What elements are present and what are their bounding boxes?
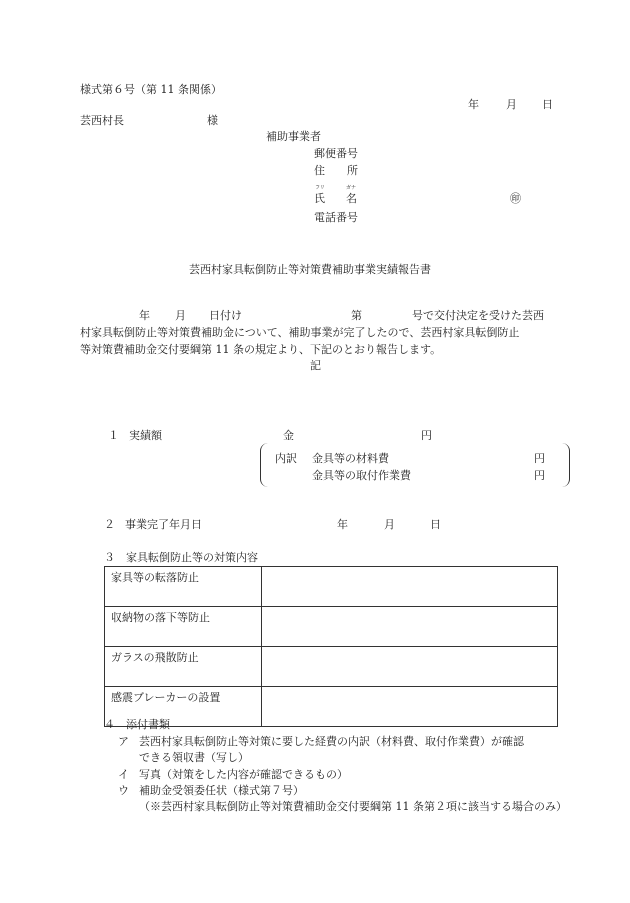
breakdown-label: 内訳 [275, 452, 297, 465]
measure-label: ガラスの飛散防止 [105, 647, 262, 687]
measure-label: 感震ブレーカーの設置 [105, 687, 262, 727]
attachment-note: （※芸西村家具転倒防止等対策費補助金交付要綱第 11 条第２項に該当する場合のみ） [139, 800, 567, 813]
table-row [105, 567, 558, 607]
seal-icon: ㊞ [510, 192, 521, 205]
breakdown-item-installation: 金具等の取付作業費 [312, 469, 411, 482]
section3-title: ３ 家具転倒防止等の対策内容 [104, 551, 258, 564]
section2-number: ２ [104, 518, 115, 531]
section2-label: 事業完了年月日 [125, 518, 202, 531]
document-title: 芸西村家具転倒防止等対策費補助事業実績報告書 [189, 263, 431, 276]
table-row [105, 687, 558, 727]
section1-number: １ [108, 429, 119, 442]
breakdown-item-materials: 金具等の材料費 [312, 452, 389, 465]
measure-value[interactable] [262, 567, 558, 607]
intro-line-3: 等対策費補助金交付要綱第 11 条の規定より、下記のとおり報告します。 [80, 343, 442, 356]
address-label: 住 所 [314, 164, 358, 177]
ki-heading: 記 [310, 359, 321, 372]
furigana-label-1: フリ [315, 185, 325, 191]
breakdown-installation-yen: 円 [534, 469, 545, 482]
table-row [105, 647, 558, 687]
name-label-2: 名 [346, 192, 357, 205]
measure-value[interactable] [262, 687, 558, 727]
table-row [105, 607, 558, 647]
date-year-label: 年 [468, 98, 479, 111]
form-number: 様式第６号（第 11 条関係） [80, 83, 222, 96]
attachment-u-text: 補助金受領委任状（様式第７号） [139, 784, 304, 797]
intro-year: 年 [139, 309, 150, 322]
measure-value[interactable] [262, 647, 558, 687]
attachment-a-line1: 芸西村家具転倒防止等対策に要した経費の内訳（材料費、取付作業費）が確認 [139, 735, 524, 748]
measure-value[interactable] [262, 607, 558, 647]
applicant-label: 補助事業者 [266, 130, 321, 143]
measure-label: 収納物の落下等防止 [105, 607, 262, 647]
completion-month: 月 [384, 518, 395, 531]
intro-date-suffix: 日付け [209, 309, 242, 322]
amount-kin: 金 [283, 429, 294, 442]
attachment-u-mark: ウ [118, 784, 129, 797]
intro-month: 月 [175, 309, 186, 322]
honorific: 様 [207, 114, 218, 127]
addressee: 芸西村長 [80, 114, 124, 127]
date-day-label: 日 [542, 98, 553, 111]
amount-yen: 円 [421, 429, 432, 442]
phone-label: 電話番号 [314, 211, 358, 224]
date-month-label: 月 [506, 98, 517, 111]
attachment-i-text: 写真（対策をした内容が確認できるもの） [139, 768, 348, 781]
attachment-a-mark: ア [118, 735, 129, 748]
attachment-i-mark: イ [118, 768, 129, 781]
name-label-1: 氏 [314, 192, 325, 205]
completion-day: 日 [430, 518, 441, 531]
measure-label: 家具等の転落防止 [105, 567, 262, 607]
section4-title: ４ 添付書類 [104, 718, 170, 731]
completion-year: 年 [337, 518, 348, 531]
measures-table [104, 566, 558, 727]
breakdown-bracket [260, 443, 570, 487]
intro-line-1: 号で交付決定を受けた芸西 [412, 309, 544, 322]
intro-number-prefix: 第 [351, 309, 362, 322]
attachment-a-line2: できる領収書（写し） [139, 751, 249, 764]
postal-code-label: 郵便番号 [314, 147, 358, 160]
furigana-label-2: ガナ [346, 185, 357, 191]
section1-label: 実績額 [129, 429, 162, 442]
intro-line-2: 村家具転倒防止等対策費補助金について、補助事業が完了したので、芸西村家具転倒防止 [80, 326, 520, 339]
breakdown-materials-yen: 円 [534, 452, 545, 465]
